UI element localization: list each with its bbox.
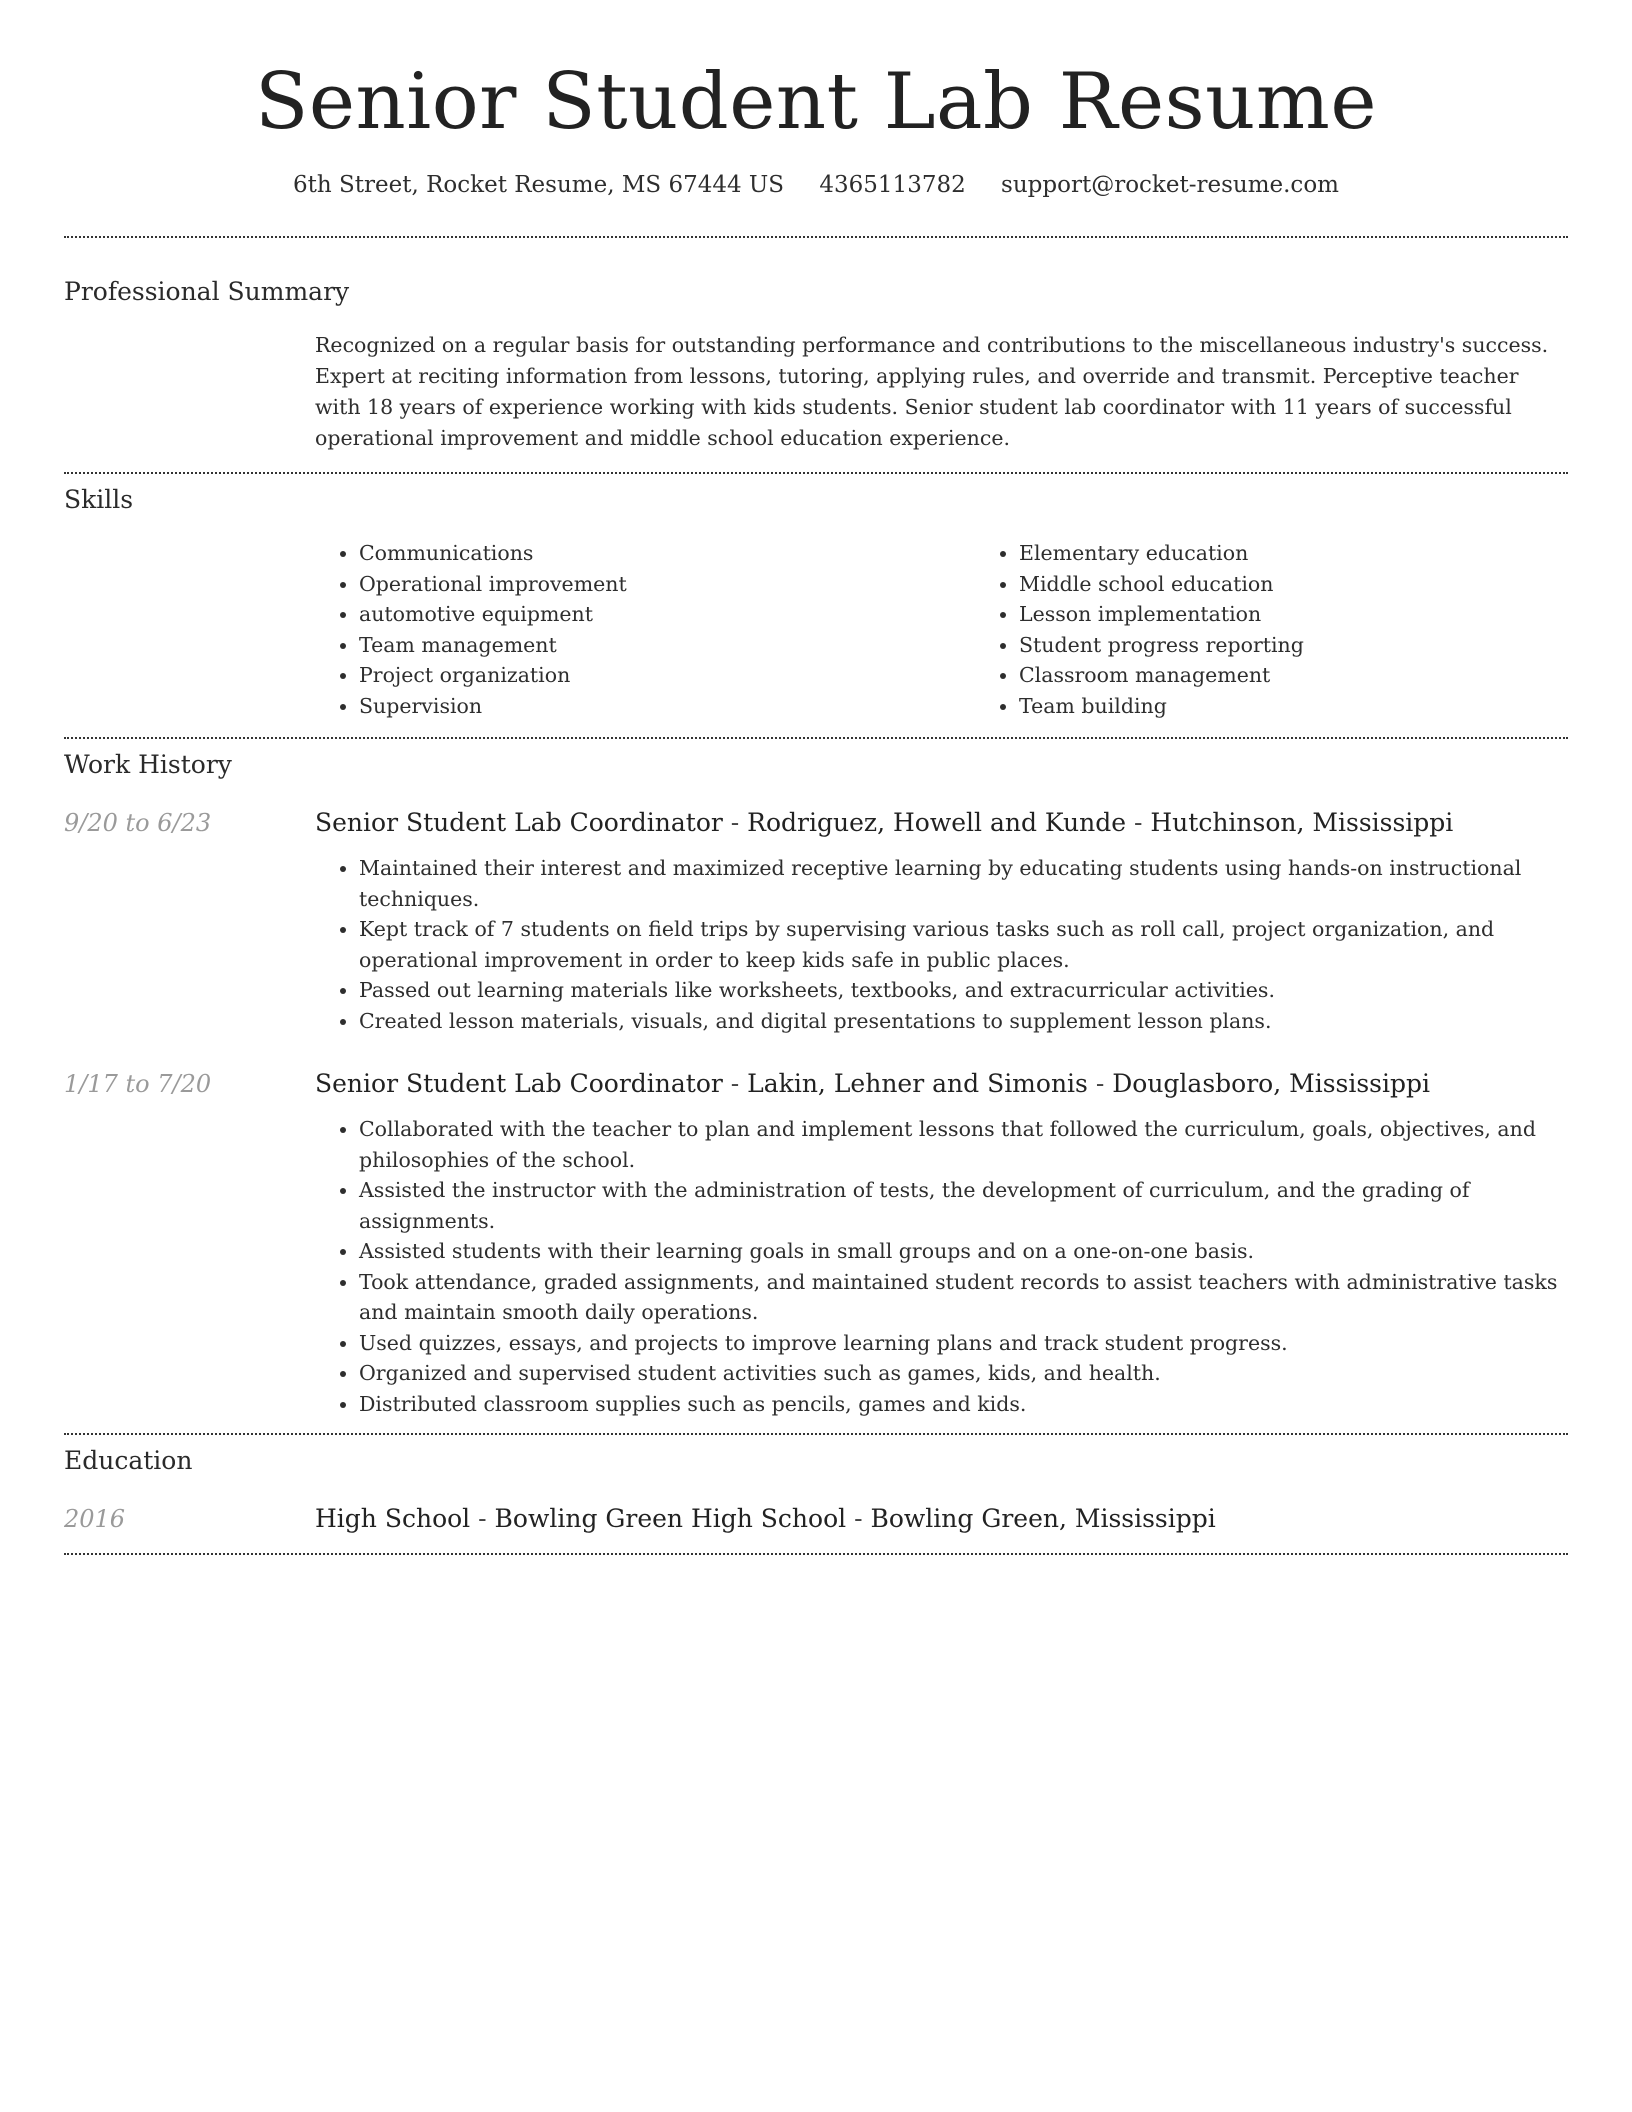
job-location: Hutchinson, Mississippi (1150, 808, 1454, 837)
separator: - (1087, 1069, 1113, 1098)
job-dates: 9/20 to 6/23 (64, 809, 212, 837)
education-year: 2016 (64, 1505, 126, 1533)
skill-item: • Middle school education (1019, 569, 1632, 600)
skill-item: • automotive equipment (359, 599, 975, 630)
education-heading-line (315, 1503, 1568, 1535)
divider (64, 1553, 1568, 1555)
work-section (64, 739, 1568, 1433)
skills-list-right (975, 538, 1632, 721)
education-section (64, 1435, 1568, 1553)
job-role: Senior Student Lab Coordinator (315, 808, 723, 837)
job-bullets (315, 1114, 1568, 1419)
work-heading: Work History (64, 750, 232, 779)
skill-item: • Team building (1019, 691, 1632, 722)
skills-heading: Skills (64, 485, 134, 514)
contact-phone: 4365113782 (819, 172, 966, 198)
job-entry (64, 1068, 1568, 1419)
separator: - (470, 1504, 495, 1533)
job-bullet: • Collaborated with the teacher to plan and implement lessons that followed the curriculum, goals, objectives, and philosophies of the school. (359, 1114, 1568, 1175)
separator: - (722, 1069, 748, 1098)
job-employer: Lakin, Lehner and Simonis (747, 1069, 1088, 1098)
skill-item: • Operational improvement (359, 569, 975, 600)
skills-list-left (315, 538, 975, 721)
skill-item: • Project organization (359, 660, 975, 691)
contact-email: support@rocket-resume.com (1001, 172, 1339, 198)
skill-item: • Supervision (359, 691, 975, 722)
skill-item: • Team management (359, 630, 975, 661)
separator: - (846, 1504, 871, 1533)
job-bullet: • Distributed classroom supplies such as pencils, games and kids. (359, 1389, 1568, 1420)
summary-section (64, 238, 1568, 472)
job-dates: 1/17 to 7/20 (64, 1070, 212, 1098)
job-bullet: • Assisted the instructor with the administration of tests, the development of curriculum, and the grading of assignments. (359, 1175, 1568, 1236)
job-bullet: • Took attendance, graded assignments, and maintained student records to assist teachers with administrative tasks and maintain smooth daily operations. (359, 1267, 1568, 1328)
job-bullet: • Maintained their interest and maximized receptive learning by educating students using hands-on instructional techniques. (359, 853, 1568, 914)
job-bullet: • Passed out learning materials like worksheets, textbooks, and extracurricular activities. (359, 975, 1568, 1006)
job-bullet: • Organized and supervised student activities such as games, kids, and health. (359, 1358, 1568, 1389)
job-bullet: • Used quizzes, essays, and projects to improve learning plans and track student progress. (359, 1328, 1568, 1359)
job-role: Senior Student Lab Coordinator (315, 1069, 723, 1098)
skill-item: • Lesson implementation (1019, 599, 1632, 630)
job-bullet: • Assisted students with their learning goals in small groups and on a one-on-one basis. (359, 1236, 1568, 1267)
contact-line (64, 170, 1568, 200)
job-heading (315, 1068, 1568, 1100)
skills-section (64, 474, 1568, 737)
contact-address: 6th Street, Rocket Resume, MS 67444 US (293, 172, 785, 198)
separator: - (1126, 808, 1151, 837)
summary-text: Recognized on a regular basis for outstanding performance and contributions to the miscellaneous industry's success. Expert at reciting information from lessons, tutoring, applying rules, and override and transmit. Perceptive teacher with 18 years of experience working with kids students. Senior student lab coordinator with 11 years of successful operational improvement and middle school education experience. (315, 333, 1549, 450)
job-location: Douglasboro, Mississippi (1112, 1069, 1431, 1098)
summary-heading: Professional Summary (64, 277, 350, 306)
job-heading (315, 807, 1568, 839)
skill-item: • Classroom management (1019, 660, 1632, 691)
skill-item: • Elementary education (1019, 538, 1632, 569)
job-entry (64, 807, 1568, 1036)
job-bullets (315, 853, 1568, 1036)
skill-item: • Communications (359, 538, 975, 569)
education-degree: High School (315, 1504, 471, 1533)
job-bullet: • Kept track of 7 students on field trips by supervising various tasks such as roll call, project organization, and operational improvement in order to keep kids safe in public places. (359, 914, 1568, 975)
separator: - (722, 808, 748, 837)
resume-header (64, 0, 1568, 200)
education-location: Bowling Green, Mississippi (870, 1504, 1216, 1533)
skill-item: • Student progress reporting (1019, 630, 1632, 661)
education-heading: Education (64, 1446, 193, 1475)
education-school: Bowling Green High School (494, 1504, 847, 1533)
job-employer: Rodriguez, Howell and Kunde (747, 808, 1127, 837)
job-bullet: • Created lesson materials, visuals, and digital presentations to supplement lesson plans. (359, 1006, 1568, 1037)
resume-name: Senior Student Lab Resume (254, 57, 1378, 147)
